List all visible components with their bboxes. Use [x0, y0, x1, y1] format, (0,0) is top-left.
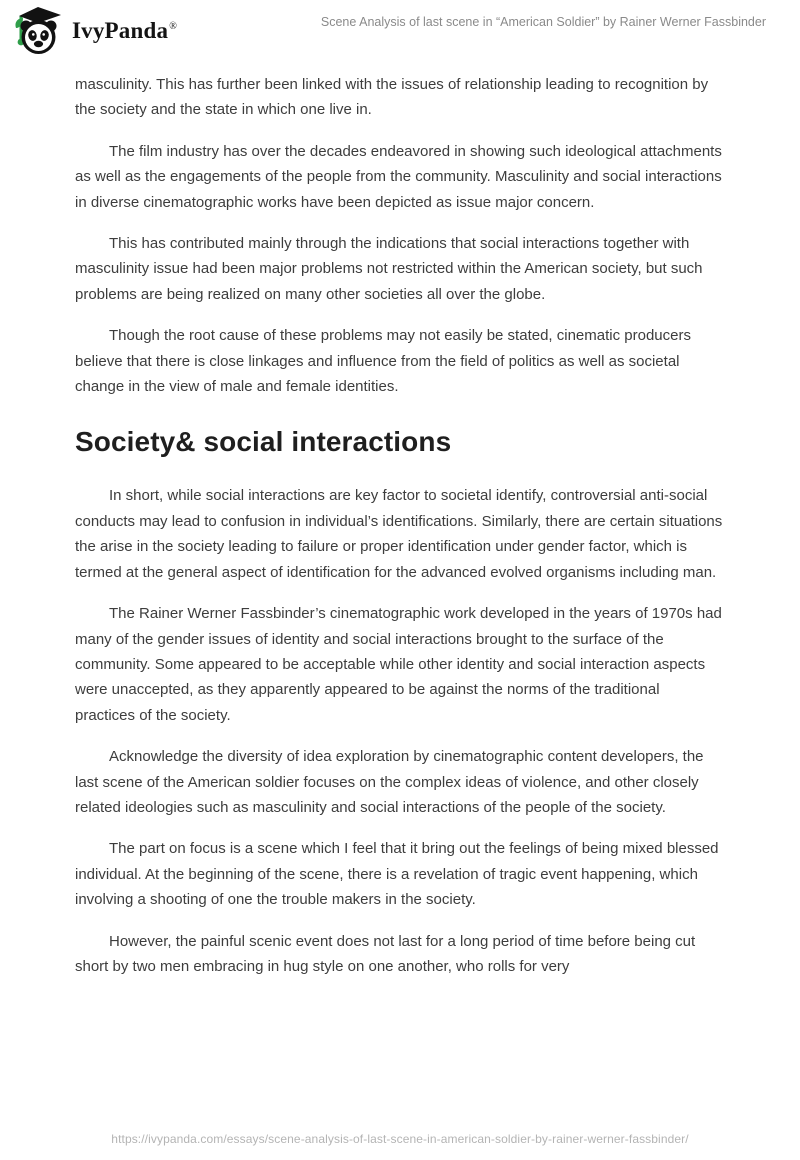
section-heading: Society& social interactions — [75, 426, 452, 458]
document-title: Scene Analysis of last scene in “American Soldier” by Rainer Werner Fassbinder — [320, 15, 766, 29]
paragraph: The part on focus is a scene which I feel that it bring out the feelings of being mixed blessed individual. At the beginning of the scene, there is a revelation of tragic event happening, which involving a shooting of one the trouble makers in the society. — [75, 840, 719, 909]
essay-content — [0, 64, 800, 979]
paragraph: Acknowledge the diversity of idea exploration by cinematographic content developers, the last scene of the American soldier focuses on the complex ideas of violence, and other closely related ideologies such as masculinity and social interactions of the people of the society. — [75, 748, 704, 816]
ivypanda-panda-icon — [14, 6, 62, 56]
brand-wordmark — [72, 18, 177, 44]
brand-name: IvyPanda — [72, 18, 169, 43]
paragraph: This has contributed mainly through the indications that social interactions together with masculinity issue had been major problems not restricted within the American society, but such problems are being realized on many other societies all over the globe. — [75, 235, 703, 303]
paragraph: masculinity. This has further been linked with the issues of relationship leading to recognition by the society and the state in which one live in. — [75, 76, 709, 119]
page-header — [0, 0, 800, 64]
ivypanda-logo-link[interactable] — [14, 6, 177, 56]
page-footer — [0, 1130, 800, 1148]
paragraph: The Rainer Werner Fassbinder’s cinematographic work developed in the years of 1970s had many of the gender issues of identity and social interactions brought to the surface of the community. Some appeared to be acceptable while other identity and social interaction aspects were unaccepted, as they apparently appeared to be against the norms of the traditional practices of the society. — [75, 605, 722, 724]
source-url: https://ivypanda.com/essays/scene-analysis-of-last-scene-in-american-soldier-by-rainer-werner-fassbinder/ — [111, 1132, 689, 1146]
paragraph: Though the root cause of these problems may not easily be stated, cinematic producers believe that there is close linkages and influence from the field of politics as well as societal change in the view of male and female identities. — [75, 327, 691, 396]
paragraph: The film industry has over the decades endeavored in showing such ideological attachments as well as the engagements of the people from the community. Masculinity and social interactions in diverse cinematographic works have been depicted as issue major concern. — [75, 142, 722, 211]
registered-mark: ® — [169, 21, 177, 33]
paragraph: In short, while social interactions are key factor to societal identify, controversial anti-social conducts may lead to confusion in individual’s identifications. Similarly, there are certain situations the arise in the society leading to failure or proper identification under gender factor, which is termed at the general aspect of identification for the advanced evolved organisms including man. — [75, 487, 723, 581]
paragraph: However, the painful scenic event does not last for a long period of time before being cut short by two men embracing in hug style on one another, who rolls for very — [75, 932, 696, 975]
